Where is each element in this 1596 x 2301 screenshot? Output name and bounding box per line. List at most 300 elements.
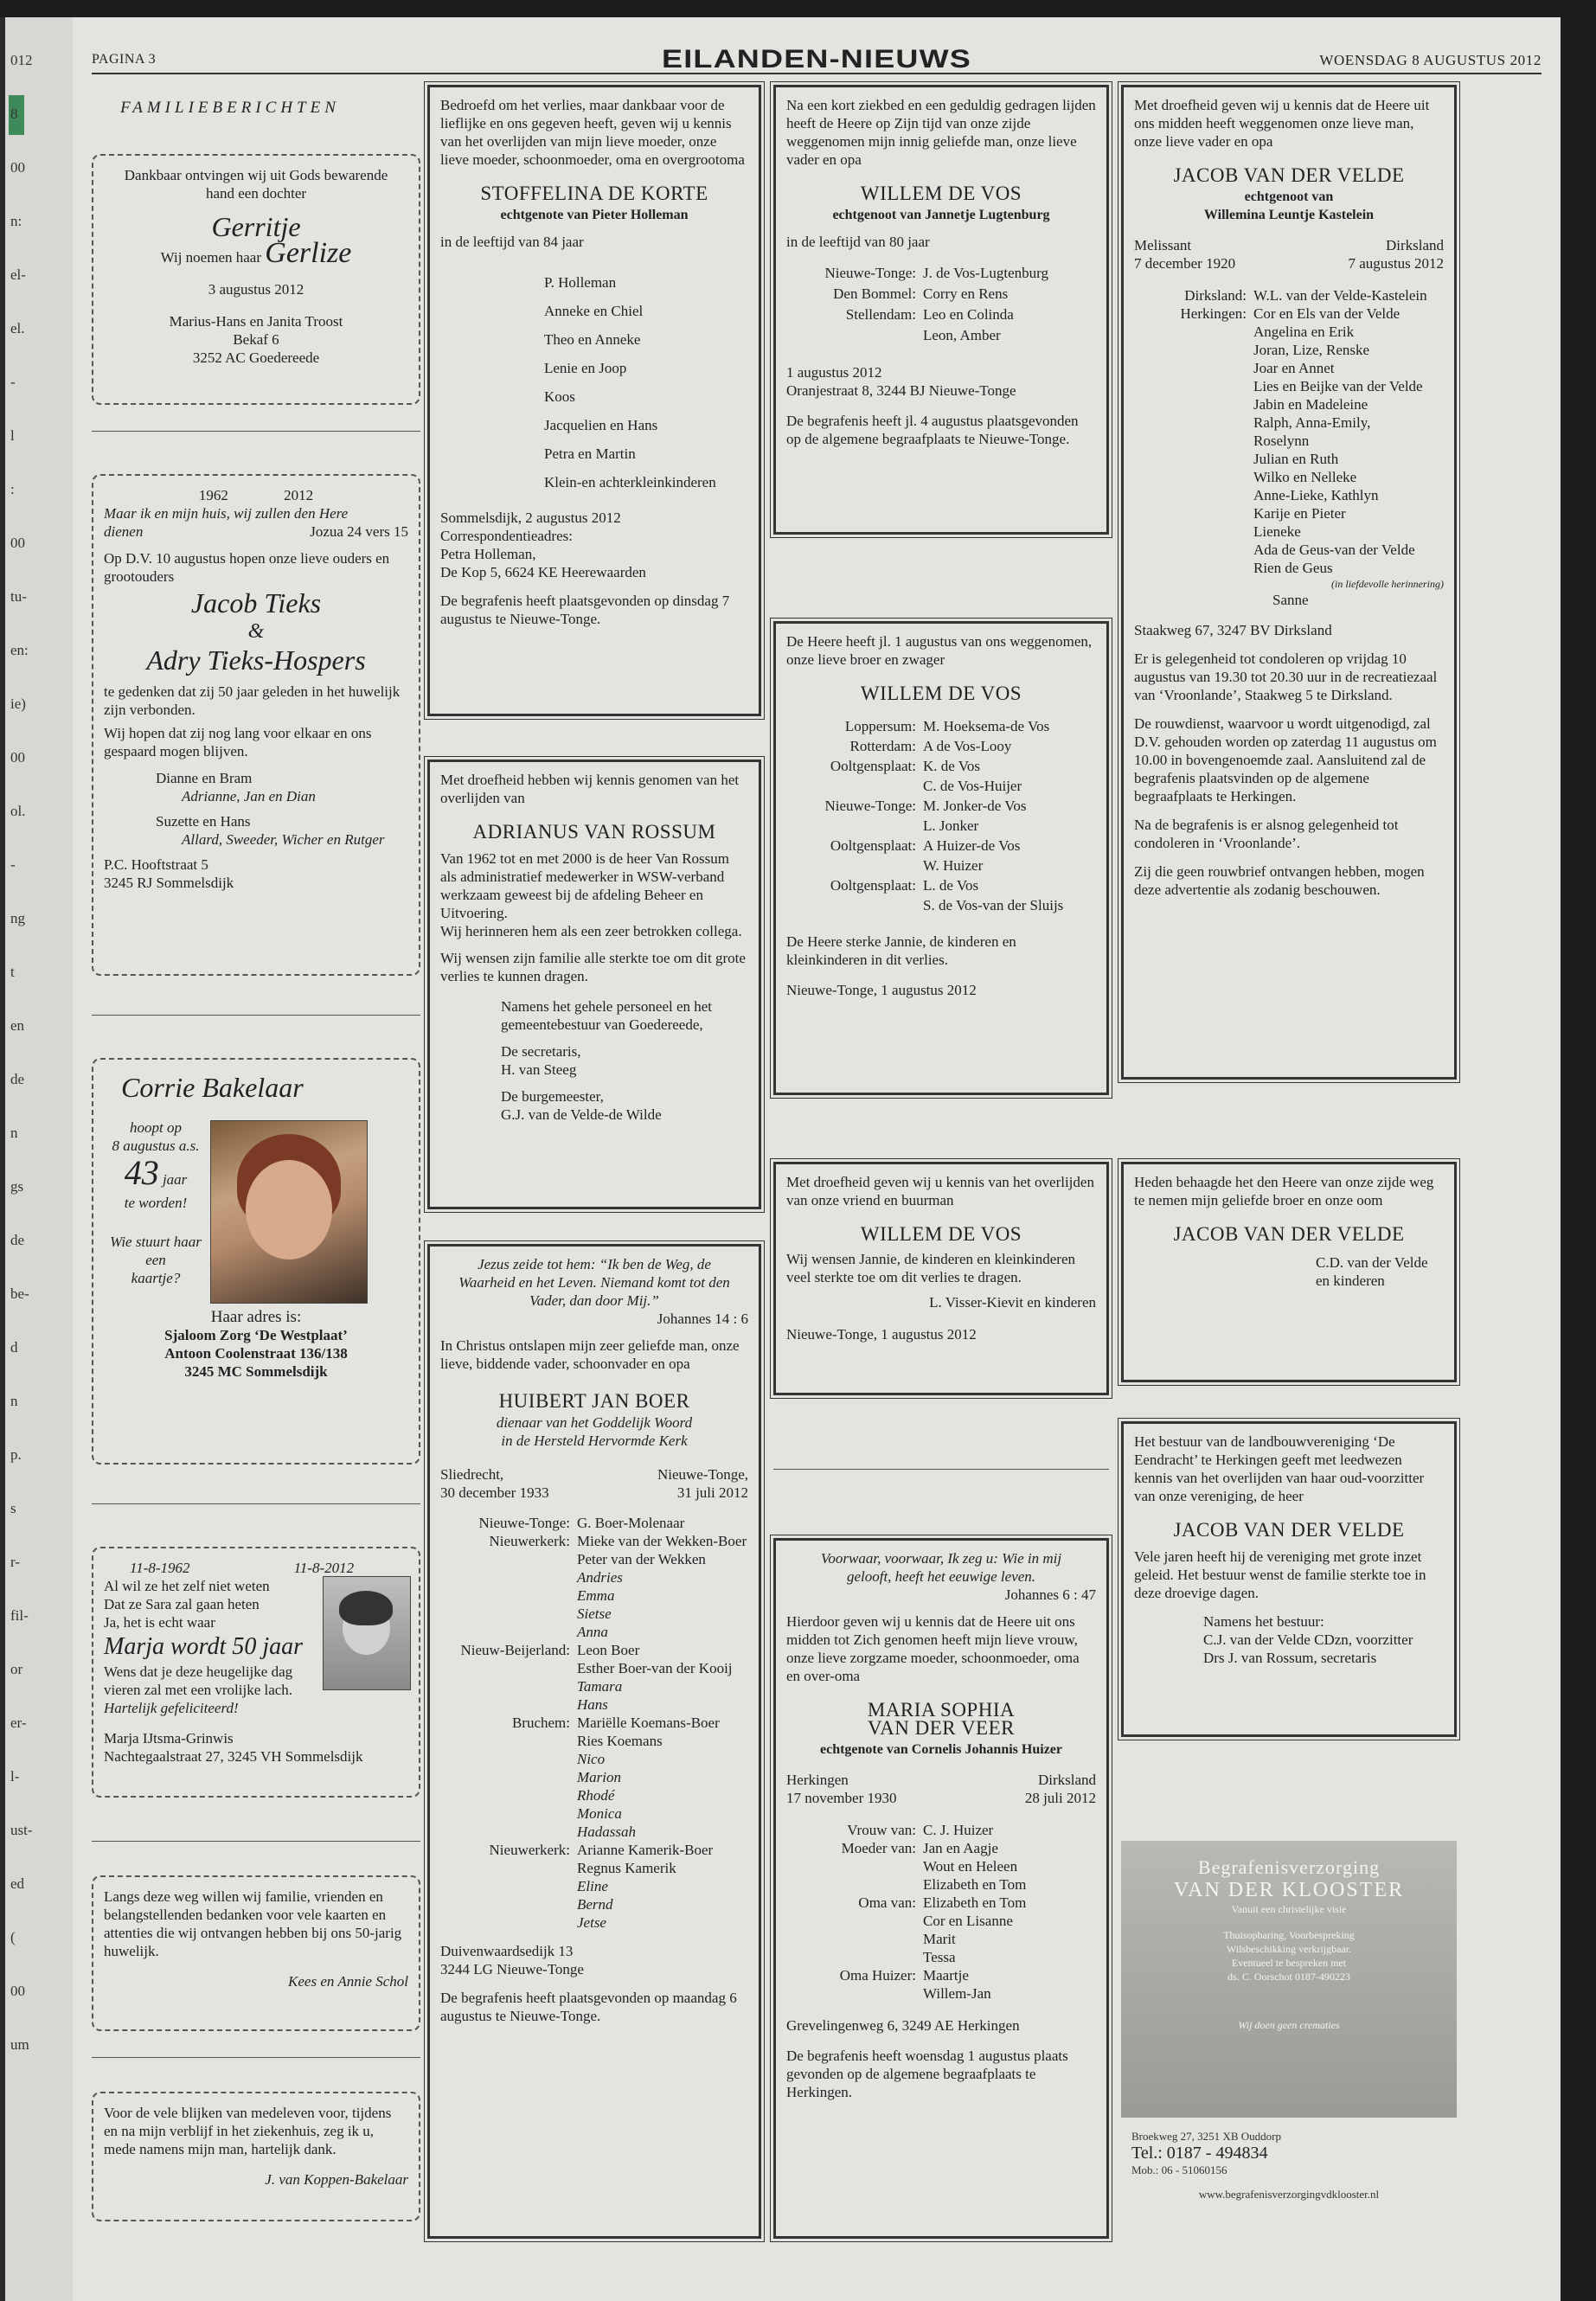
family-row: [786, 1857, 1096, 1875]
family-row: [786, 1948, 1096, 1966]
edge-text-fragment: r-: [10, 1554, 20, 1570]
deceased-name: JACOB VAN DER VELDE: [1173, 164, 1405, 186]
obituary-boer: [427, 1244, 761, 2239]
family-row: [440, 1841, 748, 1859]
divider: [92, 1841, 420, 1842]
obit-intro: Bedroefd om het verlies, maar dankbaar voor de lieflijke en ons gegeven heeft, geven wij u kennis van het overlijden van mijn lieve moeder, onze lieve moeder, schoonmoeder, oma en overgrootoma: [440, 97, 745, 168]
place-label: [786, 1875, 923, 1894]
place-label: [786, 325, 923, 346]
place-label: [786, 856, 923, 875]
edge-text-fragment: ol.: [10, 803, 26, 819]
deceased-name: ADRIANUS VAN ROSSUM: [472, 821, 716, 843]
obituary-stoffelina: [427, 85, 761, 716]
grandchild: Andries: [577, 1569, 623, 1586]
place-label: [1134, 377, 1253, 395]
quote: Maar ik en mijn huis, wij zullen den Here: [104, 505, 349, 522]
place-label: [1134, 504, 1253, 522]
family-member: Wilko en Nelleke: [1253, 469, 1357, 485]
spouse-line: Willemina Leuntje Kastelein: [1203, 208, 1375, 222]
deceased-name: STOFFELINA DE KORTE: [480, 183, 708, 204]
address: 3252 AC Goedereede: [192, 349, 320, 366]
issue-date: WOENSDAG 8 AUGUSTUS 2012: [1319, 52, 1542, 68]
obit-intro: Heden behaagde het den Heere van onze zijde weg te nemen mijn geliefde broer en onze oom: [1134, 1174, 1434, 1208]
place-label: Nieuw-Beijerland:: [460, 1642, 570, 1658]
place-label: Dirksland:: [1184, 287, 1247, 304]
place-label: Vrouw van:: [847, 1822, 916, 1838]
birthday-text: hoopt op: [130, 1119, 182, 1136]
family-row: [1134, 559, 1444, 577]
family-member: L. de Vos: [923, 877, 979, 894]
edge-text-fragment: (: [10, 1929, 16, 1945]
family-row: [1134, 541, 1444, 559]
place-label: [1134, 413, 1253, 432]
place-label: Moeder van:: [841, 1840, 916, 1856]
place-label: [786, 776, 923, 796]
date: 11-8-1962: [130, 1560, 190, 1576]
grandchildren: Allard, Sweeder, Wicher en Rutger: [182, 831, 385, 848]
family-row: [440, 1514, 748, 1532]
bible-verse: Voorwaar, voorwaar, Ik zeg u: Wie in mij gelooft, heeft het eeuwige leven.: [820, 1550, 1062, 1585]
obit-intro: Na een kort ziekbed en een geduldig gedragen lijden heeft de Heere op Zijn tijd van onze zijde weggenomen mijn innig geliefde man, onze lieve vader en opa: [786, 97, 1096, 168]
place-label: [1134, 395, 1253, 413]
place-label: [1134, 323, 1253, 341]
family-member: Leon, Amber: [923, 327, 1001, 343]
funeral-info: De begrafenis heeft plaatsgevonden op maandag 6 augustus te Nieuwe-Tonge.: [440, 1990, 737, 2024]
deceased-name: WILLEM DE VOS: [860, 1223, 1022, 1245]
family-row: [1134, 413, 1444, 432]
death-date: 31 juli 2012: [676, 1484, 748, 1501]
family-member: Klein-en achterkleinkinderen: [544, 474, 716, 490]
birthday-text: te worden!: [124, 1195, 188, 1211]
obituary-veer: [773, 1538, 1109, 2239]
spouse-line: echtgenoot van: [1244, 189, 1334, 204]
deceased-name: WILLEM DE VOS: [860, 183, 1022, 204]
family-list: [786, 263, 1096, 346]
place-label: Nieuwe-Tonge:: [478, 1515, 570, 1531]
place-label: [786, 1857, 923, 1875]
age-line: in de leeftijd van 80 jaar: [786, 234, 930, 250]
date: 11-8-2012: [293, 1560, 355, 1576]
title-line: in de Hersteld Hervormde Kerk: [501, 1433, 688, 1449]
anniv-text: Op D.V. 10 augustus hopen onze lieve ouders en grootouders: [104, 550, 390, 585]
edge-text-fragment: l-: [10, 1768, 20, 1785]
family-row: [1134, 377, 1444, 395]
place-label: [440, 1859, 577, 1877]
family-row: [1134, 341, 1444, 359]
previous-page-edge: [0, 17, 73, 2301]
family-member: Cor en Lisanne: [923, 1913, 1013, 1929]
edge-text-fragment: n: [10, 1125, 18, 1141]
obit-intro: De Heere heeft jl. 1 augustus van ons weggenomen, onze lieve broer en zwager: [786, 633, 1093, 668]
family-member: Joran, Lize, Renske: [1253, 342, 1370, 358]
obit-intro: In Christus ontslapen mijn zeer geliefde man, onze lieve, biddende vader, schoonvader en opa: [440, 1337, 740, 1372]
birth-date: 3 augustus 2012: [208, 281, 304, 298]
place-label: [786, 1912, 923, 1930]
ampersand: &: [247, 620, 265, 643]
grandchild: Rhodé: [577, 1787, 615, 1804]
anniversary-announcement: [92, 474, 420, 976]
family-row: [440, 1659, 748, 1677]
place-label: Nieuwe-Tonge:: [824, 265, 916, 281]
place-label: Herkingen:: [1180, 305, 1247, 322]
divider: [92, 1015, 420, 1016]
divider: [92, 1503, 420, 1504]
family-member: Joar en Annet: [1253, 360, 1335, 376]
family-member: J. de Vos-Lugtenburg: [923, 265, 1048, 281]
family-row: [440, 1550, 748, 1568]
edge-text-fragment: be-: [10, 1285, 29, 1302]
family-member: Cor en Els van der Velde: [1253, 305, 1401, 322]
family-row: [786, 1839, 1096, 1857]
family-member: Mariëlle Koemans-Boer: [577, 1715, 720, 1731]
portrait-photo: [210, 1120, 368, 1304]
family-row: [786, 895, 1096, 915]
family-row: [786, 736, 1096, 756]
page-gutter: [0, 17, 5, 2301]
portrait-photo: [323, 1576, 411, 1690]
celebrant-name: Corrie Bakelaar: [121, 1072, 304, 1103]
family-member: Rien de Geus: [1253, 560, 1333, 576]
family-row: [786, 875, 1096, 895]
verse-ref: Johannes 14 : 6: [657, 1311, 748, 1327]
place-label: [1134, 341, 1253, 359]
ad-phone: Tel.: 0187 - 494834: [1131, 2144, 1268, 2163]
family-row: [1134, 486, 1444, 504]
obit-text: Wij herinneren hem als een zeer betrokken collega.: [440, 923, 742, 939]
edge-text-fragment: p.: [10, 1446, 22, 1463]
family-row: [1134, 468, 1444, 486]
edge-text-fragment: en:: [10, 642, 29, 658]
family-row: [1134, 286, 1444, 304]
grandchild: Hans: [577, 1696, 608, 1713]
signature: J. van Koppen-Bakelaar: [265, 2171, 408, 2188]
funeral-info: De begrafenis heeft woensdag 1 augustus plaats gevonden op de algemene begraafplaats te Herkingen.: [786, 2048, 1068, 2100]
place-label: [786, 816, 923, 836]
address: 3244 LG Nieuwe-Tonge: [440, 1961, 584, 1977]
grandchild: Nico: [577, 1751, 606, 1767]
place-label: [440, 1550, 577, 1568]
deceased-name: MARIA SOPHIA: [867, 1699, 1016, 1721]
anniv-text: Wij hopen dat zij nog lang voor elkaar en ons gespaard mogen blijven.: [104, 725, 372, 760]
edge-text-fragment: gs: [10, 1178, 24, 1195]
edge-text-fragment: ed: [10, 1875, 25, 1892]
family-row: [1134, 395, 1444, 413]
spouse-line: echtgenote van Cornelis Johannis Huizer: [820, 1742, 1062, 1757]
family-list: [1134, 286, 1444, 577]
edge-text-fragment: ust-: [10, 1822, 33, 1838]
masthead: EILANDEN-NIEUWS: [661, 45, 972, 74]
birthday-announcement: [92, 1058, 420, 1465]
correspondence: De Kop 5, 6624 KE Heerewaarden: [440, 564, 646, 580]
obit-text: De Heere sterke Jannie, de kinderen en kleinkinderen in dit verlies.: [786, 933, 1016, 968]
family-row: [1134, 504, 1444, 522]
edge-text-fragment: -: [10, 374, 16, 390]
divider: [773, 1469, 1109, 1470]
grandchild: Monica: [577, 1805, 622, 1822]
birth-place: Herkingen: [786, 1772, 849, 1788]
ad-address: Broekweg 27, 3251 XB Ouddorp: [1131, 2130, 1281, 2143]
couple-name: Jacob Tieks: [190, 587, 322, 619]
address-label: Haar adres is:: [210, 1308, 302, 1326]
poem-line: Dat ze Sara zal gaan heten: [104, 1596, 260, 1612]
birthday-text: kaartje?: [131, 1270, 181, 1286]
grandchild: Marion: [577, 1769, 621, 1785]
edge-text-fragment: el-: [10, 266, 26, 283]
ad-tagline: Vanuit een christelijke visie: [1231, 1903, 1347, 1915]
obit-intro: Met droefheid geven wij u kennis van het overlijden van onze vriend en buurman: [786, 1174, 1094, 1208]
family-member: Jabin en Madeleine: [1253, 396, 1368, 413]
memorial-note: (in liefdevolle herinnering): [1331, 578, 1444, 590]
grandchild: Eline: [577, 1878, 608, 1894]
place-label: [1134, 541, 1253, 559]
birth-date: 30 december 1933: [440, 1484, 549, 1501]
ad-service: ds. C. Oorschot 0187-490223: [1227, 1971, 1350, 1983]
address: Bekaf 6: [233, 331, 279, 348]
family-member: Angelina en Erik: [1253, 324, 1355, 340]
death-date: 28 juli 2012: [1024, 1790, 1096, 1806]
family-row: [786, 1875, 1096, 1894]
edge-text-fragment: er-: [10, 1715, 27, 1731]
family-row: [786, 756, 1096, 776]
address: 3245 MC Sommelsdijk: [184, 1363, 328, 1380]
obituary-vos-1: [773, 85, 1109, 535]
family-member: Mieke van der Wekken-Boer: [577, 1533, 747, 1549]
grandchild: Anna: [577, 1624, 608, 1640]
ad-service: Thuisopbaring, Voorbespreking: [1223, 1929, 1355, 1941]
funeral-service-ad: [1121, 1841, 1457, 2221]
thanks-announcement: [92, 2092, 420, 2221]
edge-text-fragment: 00: [10, 535, 25, 551]
family-member: G. Boer-Molenaar: [577, 1515, 685, 1531]
family-member: Regnus Kamerik: [577, 1860, 676, 1876]
family-member: Julian en Ruth: [1253, 451, 1339, 467]
parents: Marius-Hans en Janita Troost: [169, 313, 343, 330]
place-label: [440, 1659, 577, 1677]
obit-text: Van 1962 tot en met 2000 is de heer Van Rossum als administratief medewerker in WSW-verband werkzaam geweest bij de afdeling Beheer en Uitvoering.: [440, 850, 729, 921]
family-row: [440, 1532, 748, 1550]
family-member: Arianne Kamerik-Boer: [577, 1842, 714, 1858]
place-label: Ooltgensplaat:: [830, 837, 916, 854]
divider: [92, 2057, 420, 2058]
family-row: [786, 1966, 1096, 1984]
family-row: [786, 716, 1096, 736]
edge-text-fragment: :: [10, 481, 15, 497]
place-label: [786, 1948, 923, 1966]
obituary-vos-3: [773, 1162, 1109, 1395]
obituary-rossum: [427, 760, 761, 1209]
family-member: M. Jonker-de Vos: [923, 798, 1027, 814]
baby-name: Gerritje: [211, 211, 301, 242]
thanks-announcement: [92, 1875, 420, 2031]
family: Suzette en Hans: [156, 813, 251, 830]
signature: Namens het bestuur:: [1203, 1613, 1324, 1630]
family-row: [440, 1641, 748, 1659]
family-member: Ries Koemans: [577, 1733, 663, 1749]
death-place: Nieuwe-Tonge,: [657, 1466, 748, 1483]
family-member: Anne-Lieke, Kathlyn: [1253, 487, 1379, 503]
edge-text-fragment: 00: [10, 1983, 25, 1999]
thanks-text: Langs deze weg willen wij familie, vrienden en belangstellenden bedanken voor vele kaarten en attenties die wij ontvangen hebben bij ons 50-jarig huwelijk.: [104, 1888, 402, 1959]
obit-text: Na de begrafenis is er alsnog gelegenheid tot condoleren in ‘Vroonlande’.: [1134, 817, 1399, 851]
grandchild: Sietse: [577, 1606, 612, 1622]
death-date: 7 augustus 2012: [1348, 255, 1444, 272]
obituary-velde-1: [1121, 85, 1457, 1080]
obit-text: De rouwdienst, waarvoor u wordt uitgenodigd, zal D.V. gehouden worden op zaterdag 11 augustus om 10.00 in bovengenoemde zaal. Aansluitend zal de begrafenis plaatsvinden op de algemene begraafplaats te Herkingen.: [1134, 715, 1437, 804]
quote: dienen: [104, 523, 144, 540]
obit-text: Wij wensen zijn familie alle sterkte toe om dit grote verlies te kunnen dragen.: [440, 950, 746, 984]
obituary-vos-2: [773, 621, 1109, 1095]
family-member: Maartje: [923, 1967, 969, 1984]
edge-text-fragment: 00: [10, 159, 25, 176]
obit-text: Er is gelegenheid tot condoleren op vrijdag 10 augustus van 19.30 tot 20.30 uur in de recreatiezaal van ‘Vroonlande’, Staakweg 5 te Dirksland.: [1134, 651, 1438, 703]
family-row: [786, 1912, 1096, 1930]
family-member: Theo en Anneke: [544, 331, 641, 348]
year: 1962: [198, 487, 228, 503]
spouse-line: echtgenoot van Jannetje Lugtenburg: [832, 208, 1050, 222]
address: Sjaloom Zorg ‘De Westplaat’: [164, 1327, 348, 1343]
family-member: Peter van der Wekken: [577, 1551, 706, 1567]
family-row: [786, 1894, 1096, 1912]
family-member: Tessa: [923, 1949, 956, 1965]
signature: L. Visser-Kievit en kinderen: [929, 1294, 1096, 1311]
family-member: C. de Vos-Huijer: [923, 778, 1022, 794]
signature: G.J. van de Velde-de Wilde: [501, 1106, 662, 1123]
place-label: Oma Huizer:: [839, 1967, 916, 1984]
family-row: [440, 1859, 748, 1877]
address: Grevelingenweg 6, 3249 AE Herkingen: [786, 2017, 1020, 2034]
place-label: Nieuwerkerk:: [489, 1533, 570, 1549]
edge-text-fragment: fil-: [10, 1607, 29, 1624]
edge-text-fragment: t: [10, 964, 15, 980]
anniv-text: te gedenken dat zij 50 jaar geleden in het huwelijk zijn verbonden.: [104, 683, 401, 718]
sender-address: Nachtegaalstraat 27, 3245 VH Sommelsdijk: [104, 1748, 363, 1765]
obit-text: Zij die geen rouwbrief ontvangen hebben, mogen deze advertentie als zodanig beschouwen.: [1134, 863, 1425, 898]
baby-callname: Gerlize: [265, 237, 352, 269]
family-row: [440, 1714, 748, 1732]
birth-text: hand een dochter: [205, 185, 307, 202]
year: 2012: [284, 487, 314, 503]
family-member: Leo en Colinda: [923, 306, 1014, 323]
family-member: Wout en Heleen: [923, 1858, 1018, 1875]
family-row: [786, 856, 1096, 875]
deceased-name: WILLEM DE VOS: [860, 683, 1022, 704]
signature: H. van Steeg: [501, 1061, 577, 1078]
place-label: Ooltgensplaat:: [830, 877, 916, 894]
family-row: [786, 284, 1096, 304]
ad-note: Wij doen geen crematies: [1238, 2019, 1340, 2031]
place-label: [1134, 450, 1253, 468]
grandchild: Bernd: [577, 1896, 613, 1913]
place-label: Nieuwe-Tonge:: [824, 798, 916, 814]
family-member: P. Holleman: [544, 274, 617, 291]
deceased-name: VAN DER VEER: [868, 1717, 1015, 1739]
poem-line: Al wil ze het zelf niet weten: [104, 1578, 270, 1594]
poem-line: Wens dat je deze heugelijke dag: [104, 1663, 293, 1680]
poem-line: Ja, het is echt waar: [104, 1614, 215, 1631]
funeral-info: De begrafenis heeft jl. 4 augustus plaatsgevonden op de algemene begraafplaats te Nieuwe-Tonge.: [786, 413, 1079, 447]
family-row: [1134, 450, 1444, 468]
family-member: Sanne: [1272, 592, 1309, 608]
family-member: Willem-Jan: [923, 1985, 991, 2002]
family-row: [786, 304, 1096, 325]
edge-text-fragment: d: [10, 1339, 18, 1356]
place-date: Nieuwe-Tonge, 1 augustus 2012: [786, 1326, 977, 1343]
ad-mobile: Mob.: 06 - 51060156: [1131, 2163, 1227, 2176]
family-row: [786, 796, 1096, 816]
edge-text-fragment: n: [10, 1393, 18, 1409]
title-line: dienaar van het Goddelijk Woord: [496, 1414, 693, 1431]
ad-service: Eventueel te bespreken met: [1231, 1957, 1347, 1969]
birth-date: 7 december 1920: [1134, 255, 1236, 272]
family-member: Lies en Beijke van der Velde: [1253, 378, 1423, 394]
family-row: [786, 1984, 1096, 2003]
grandchild: Tamara: [577, 1678, 623, 1695]
grandchildren: Adrianne, Jan en Dian: [182, 788, 316, 804]
family-member: Anneke en Chiel: [544, 303, 644, 319]
signature: C.J. van der Velde CDzn, voorzitter: [1203, 1631, 1413, 1648]
family-row: [786, 836, 1096, 856]
edge-text-fragment: de: [10, 1232, 25, 1248]
edge-text-fragment: tu-: [10, 588, 27, 605]
signature: C.D. van der Velde: [1316, 1254, 1428, 1271]
ad-website: www.begrafenisverzorgingvdklooster.nl: [1198, 2188, 1380, 2201]
family-row: [1134, 432, 1444, 450]
birth-place: Melissant: [1134, 237, 1192, 253]
obit-intro: Hierdoor geven wij u kennis dat de Heere uit ons midden tot Zich genomen heeft mijn lieve vrouw, onze lieve zorgzame moeder, schoonmoeder, oma en over-oma: [786, 1613, 1080, 1684]
family-member: Marit: [923, 1931, 956, 1947]
family-member: S. de Vos-van der Sluijs: [923, 897, 1064, 913]
place-label: [786, 1930, 923, 1948]
obit-intro: Met droefheid hebben wij kennis genomen van het overlijden van: [440, 772, 740, 806]
family-row: [786, 263, 1096, 284]
family-row: [786, 1930, 1096, 1948]
quote-ref: Jozua 24 vers 15: [310, 523, 408, 540]
deceased-name: JACOB VAN DER VELDE: [1173, 1223, 1405, 1245]
family-row: [786, 325, 1096, 346]
signature: Kees en Annie Schol: [288, 1973, 408, 1990]
address: Oranjestraat 8, 3244 BJ Nieuwe-Tonge: [786, 382, 1016, 399]
family-member: A Huizer-de Vos: [923, 837, 1021, 854]
death-place: Dirksland: [1385, 237, 1444, 253]
family-member: W.L. van der Velde-Kastelein: [1253, 287, 1427, 304]
family-member: Petra en Martin: [544, 445, 636, 462]
edge-text-fragment: s: [10, 1500, 16, 1516]
birthday-text: 8 augustus a.s.: [112, 1138, 200, 1154]
family-list: [440, 1514, 748, 1932]
family-member: Koos: [544, 388, 575, 405]
family-member: W. Huizer: [923, 857, 984, 874]
family-row: [786, 1821, 1096, 1839]
signature: De secretaris,: [501, 1043, 581, 1060]
birth-announcement: [92, 154, 420, 405]
address: Duivenwaardsedijk 13: [440, 1943, 574, 1959]
edge-text-fragment: de: [10, 1071, 25, 1087]
couple-name: Adry Tieks-Hospers: [146, 644, 366, 676]
page-number: PAGINA 3: [92, 52, 157, 67]
place-label: [1134, 468, 1253, 486]
birthday-text: jaar: [162, 1171, 188, 1188]
celebrant-name: Marja wordt 50 jaar: [104, 1633, 303, 1660]
edge-text-fragment: um: [10, 2036, 29, 2053]
edge-text-fragment: n:: [10, 213, 22, 229]
family-row: [1134, 359, 1444, 377]
place-label: [786, 1984, 923, 2003]
place-label: Bruchem:: [511, 1715, 570, 1731]
ad-title: Begrafenisverzorging: [1197, 1856, 1381, 1878]
edge-text-fragment: or: [10, 1661, 23, 1677]
deceased-name: JACOB VAN DER VELDE: [1173, 1519, 1405, 1541]
place-label: [786, 895, 923, 915]
